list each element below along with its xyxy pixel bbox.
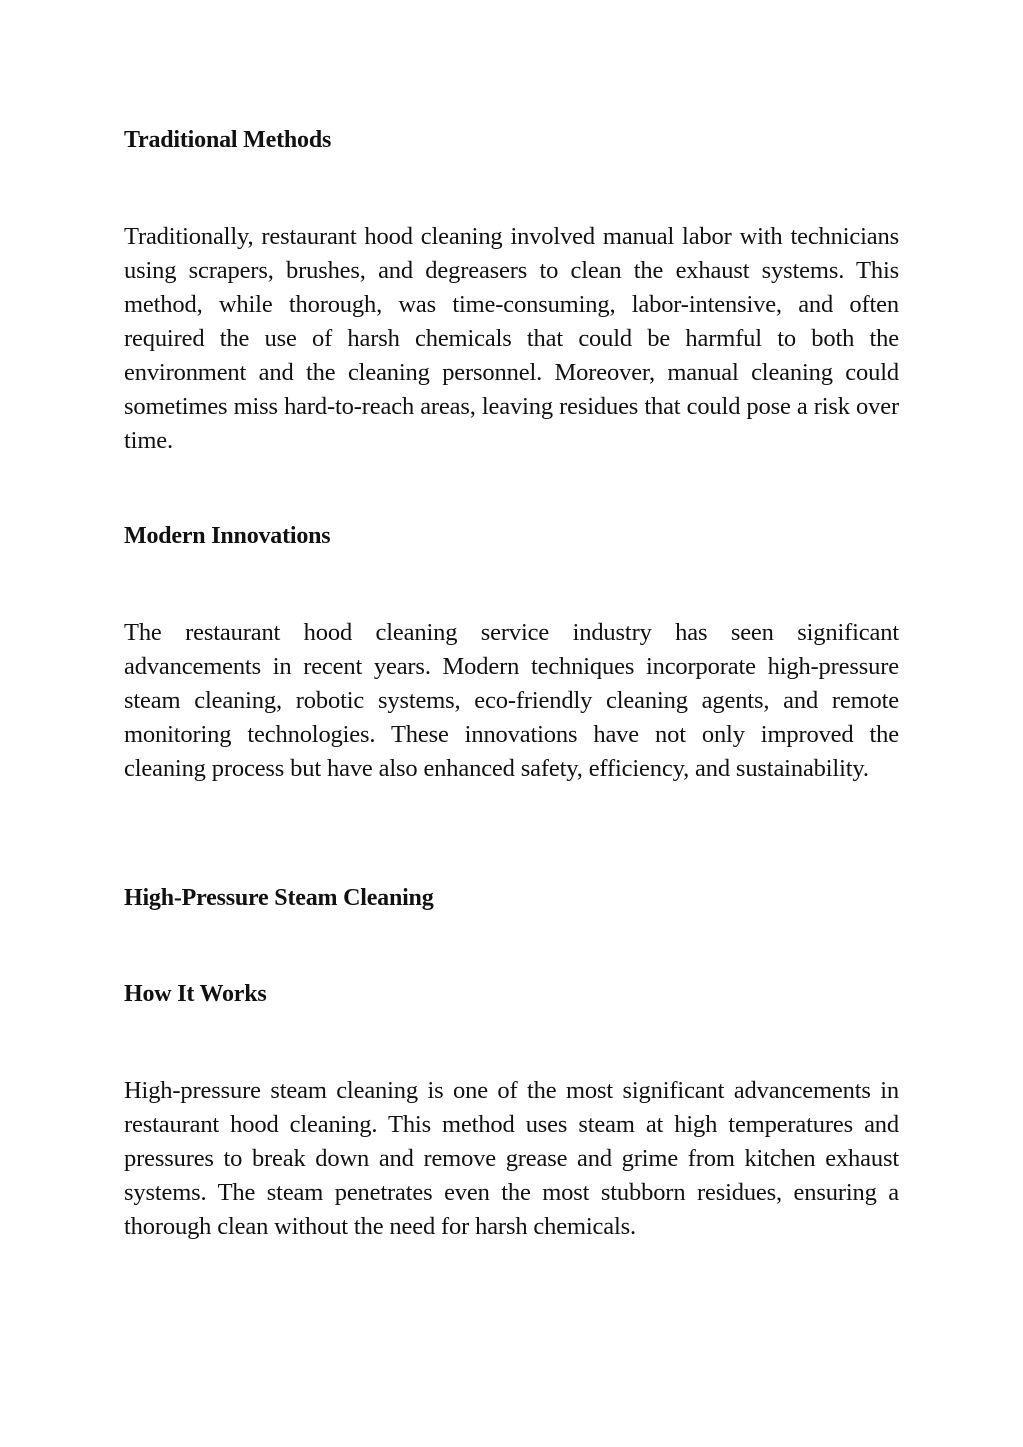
heading-how-it-works: How It Works: [124, 981, 267, 1007]
heading-high-pressure-steam-cleaning: High-Pressure Steam Cleaning: [124, 885, 434, 911]
paragraph-modern-innovations: The restaurant hood cleaning service industry has seen significant advancements in recent years. Modern techniques incorporate high-pressure steam cleaning, robotic systems, eco-friendly cleaning agents, and remote monitoring technologies. These innovations have not only improved the cleaning process but have also enhanced safety, efficiency, and sustainability.: [124, 619, 899, 782]
heading-modern-innovations: Modern Innovations: [124, 523, 331, 549]
paragraph-traditional-methods: Traditionally, restaurant hood cleaning involved manual labor with technicians using scrapers, brushes, and degreasers to clean the exhaust systems. This method, while thorough, was time-consuming, labor-intensive, and often required the use of harsh chemicals that could be harmful to both the environment and the cleaning personnel. Moreover, manual cleaning could sometimes miss hard-to-reach areas, leaving residues that could pose a risk over time.: [124, 223, 899, 454]
heading-traditional-methods: Traditional Methods: [124, 127, 332, 153]
paragraph-how-it-works: High-pressure steam cleaning is one of the most significant advancements in restaurant hood cleaning. This method uses steam at high temperatures and pressures to break down and remove grease and grime from kitchen exhaust systems. The steam penetrates even the most stubborn residues, ensuring a thorough clean without the need for harsh chemicals.: [124, 1077, 899, 1240]
